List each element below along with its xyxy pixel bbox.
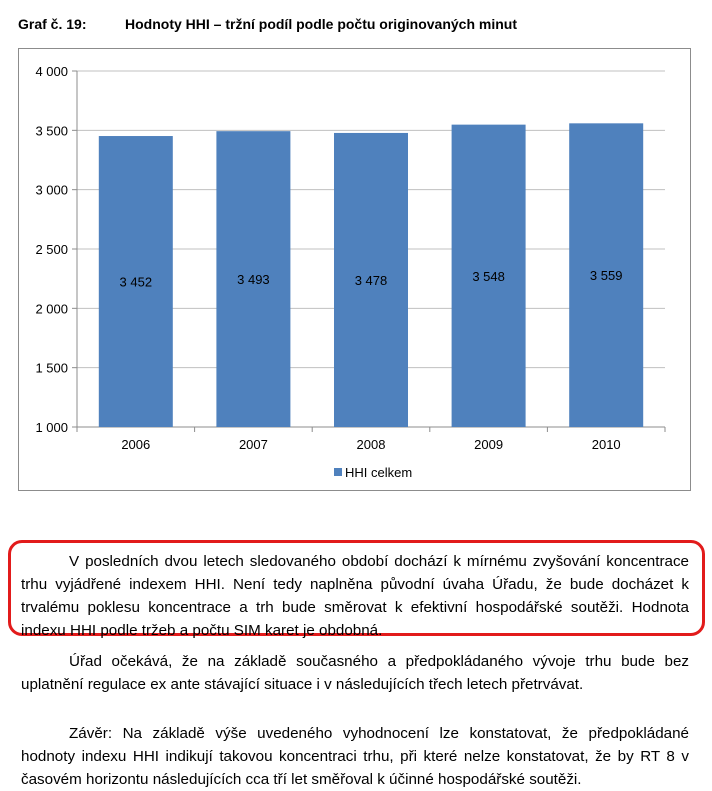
y-tick-label: 3 000 <box>35 182 68 198</box>
caption-title: Hodnoty HHI – tržní podíl podle počtu originovaných minut <box>125 16 517 32</box>
y-tick-label: 3 500 <box>35 123 68 139</box>
bar-value-label: 3 493 <box>237 272 270 288</box>
y-tick-label: 2 000 <box>35 301 68 317</box>
y-tick-label: 4 000 <box>35 64 68 79</box>
x-tick-label: 2010 <box>591 437 621 452</box>
paragraph-concentration: V posledních dvou letech sledovaného období dochází k mírnému zvyšování koncentrace trhu vyjádřené indexem HHI. Není tedy naplněna původní úvaha Úřadu, že bude docházet k trvalému poklesu koncentrace a trh bude směrovat k efektivní hospodářské soutěži. Hodnota indexu HHI podle tržeb a počtu SIM karet je obdobná. <box>21 553 689 639</box>
x-tick-label: 2009 <box>474 437 504 452</box>
bar-value-label: 3 478 <box>354 272 388 288</box>
bar-value-label: 3 548 <box>472 268 505 284</box>
paragraph-conclusion: Závěr: Na základě výše uvedeného vyhodnocení lze konstatovat, že předpokládané hodnoty indexu HHI indikují takovou koncentraci trhu, při které nelze konstatovat, že by RT 8 v časovém horizontu následujících cca tří let směřoval k účinné hospodářské soutěži. <box>21 725 689 788</box>
chart-caption <box>18 16 517 32</box>
bar-value-label: 3 559 <box>589 268 623 284</box>
y-tick-label: 1 000 <box>35 420 68 435</box>
x-tick-label: 2007 <box>238 437 268 452</box>
chart-frame <box>18 48 691 491</box>
y-tick-label: 2 500 <box>35 242 68 257</box>
x-tick-label: 2006 <box>121 437 151 452</box>
x-tick-label: 2008 <box>356 437 386 452</box>
paragraph-expectation: Úřad očekává, že na základě současného a předpokládaného vývoje trhu bude bez uplatnění regulace ex ante stávající situace i v následujících třech letech přetrvávat. <box>21 653 689 693</box>
legend-label: HHI celkem <box>345 465 413 480</box>
y-tick-label: 1 500 <box>35 360 68 376</box>
hhi-bar-chart <box>19 49 690 490</box>
caption-label: Graf č. 19: <box>18 16 87 32</box>
bar-value-label: 3 452 <box>119 274 153 290</box>
legend-swatch <box>334 468 342 476</box>
